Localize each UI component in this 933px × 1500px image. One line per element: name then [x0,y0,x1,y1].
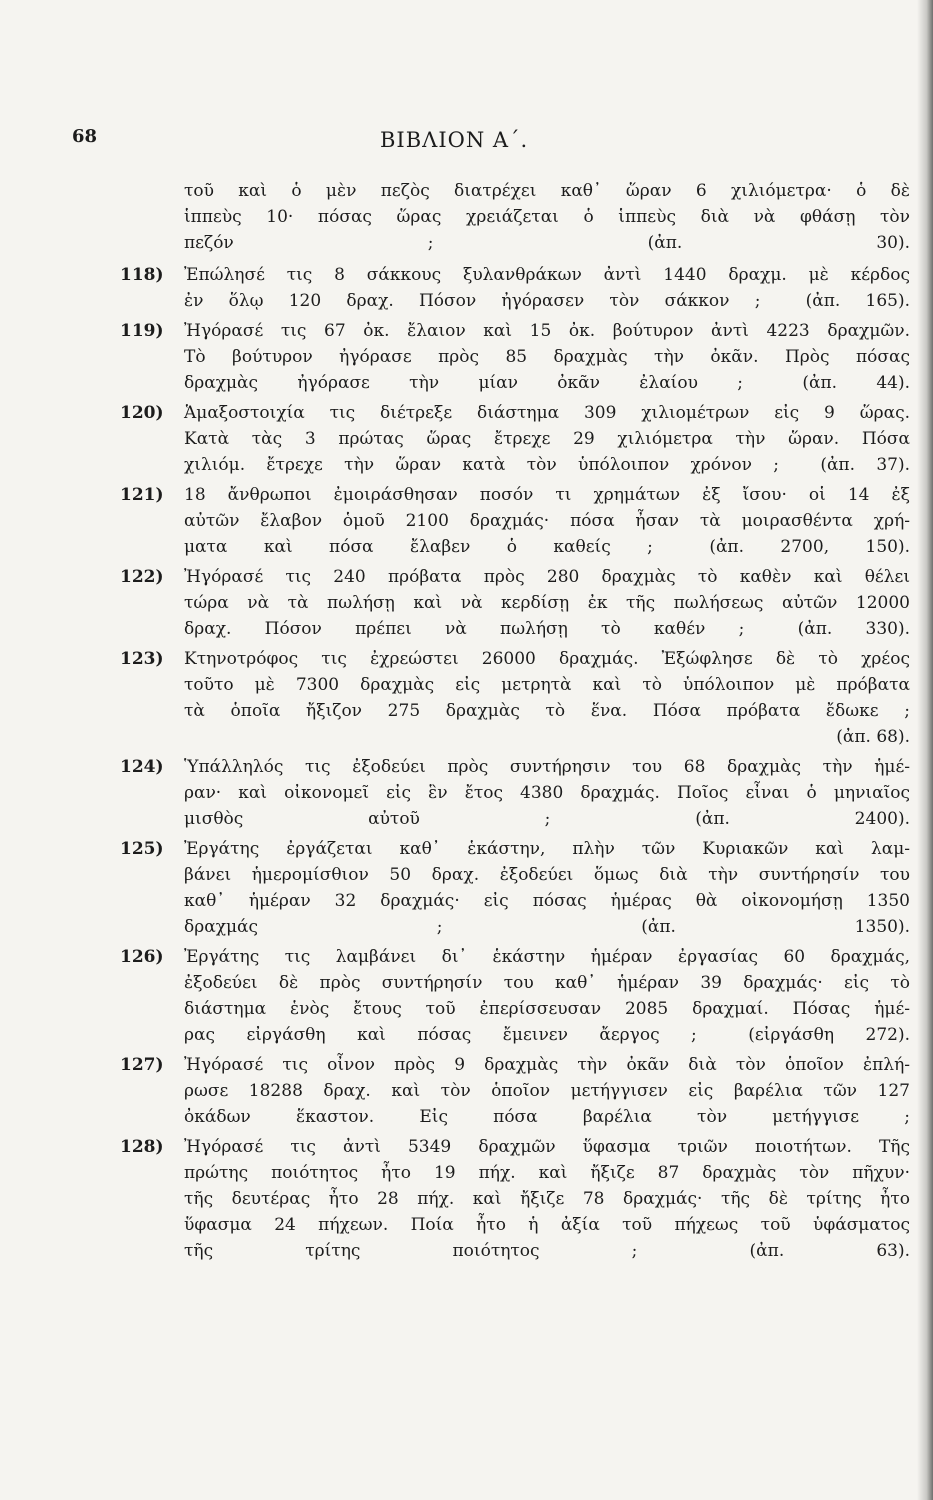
problem-number: 119) [120,321,164,341]
text-line: Ἐργάτης ἐργάζεται καθ᾿ ἑκάστην, πλὴν τῶν Κυριακῶν καὶ λαμ- [184,839,910,859]
answer-line [184,724,910,750]
answer: (ἀπ. 30). [647,233,910,253]
answer: (εἰργάσθη 272). [748,1025,911,1045]
problem-number: 122) [120,567,164,587]
problem-number: 125) [120,839,164,859]
text-line: ραν· καὶ οἰκονομεῖ εἰς ἓν ἔτος 4380 δραχμάς. Ποῖος εἶναι ὁ μηνιαῖος [184,783,910,803]
answer: (ἀπ. 2400). [695,809,910,829]
problem-number: 118) [120,265,164,285]
text-line-last [184,1238,910,1264]
text-line: Ἠγόρασέ τις 67 ὀκ. ἔλαιον καὶ 15 ὀκ. βούτυρον ἀντὶ 4223 δραχμῶν. [184,321,910,341]
text-line: ρωσε 18288 δραχ. καὶ τὸν ὁποῖον μετήγγισεν εἰς βαρέλια τῶν 127 [184,1081,910,1101]
text-line: 18 ἄνθρωποι ἐμοιράσθησαν ποσόν τι χρημάτων ἐξ ἴσου· οἱ 14 ἐξ [184,485,910,505]
problem-number: 128) [120,1137,164,1157]
text-line: Κατὰ τὰς 3 πρώτας ὥρας ἔτρεχε 29 χιλιόμετρα τὴν ὥραν. Πόσα [184,429,910,449]
text-line-text: ματα καὶ πόσα ἔλαβεν ὁ καθείς ; [184,537,653,557]
answer: (ἀπ. 165). [805,291,911,311]
text-line-text: δραχμάς ; [184,917,443,937]
problems-text [120,178,910,1268]
text-line: αὐτῶν ἔλαβον ὁμοῦ 2100 δραχμάς· πόσα ἦσαν τὰ μοιρασθέντα χρή- [184,511,910,531]
text-line: διάστημα ἑνὸς ἔτους τοῦ ἐπερίσσευσαν 2085 δραχμαί. Πόσας ἡμέ- [184,999,910,1019]
text-line: τοῦτο μὲ 7300 δραχμὰς εἰς μετρητὰ καὶ τὸ ὑπόλοιπον μὲ πρόβατα [184,675,910,695]
problem-item [120,1052,910,1130]
problem-number: 124) [120,757,164,777]
text-line: βάνει ἡμερομίσθιον 50 δραχ. ἐξοδεύει ὅμως διὰ τὴν συντήρησίν του [184,865,910,885]
text-line-text: μισθὸς αὐτοῦ ; [184,809,551,829]
continued-problem [120,178,910,256]
text-line-last [184,288,910,314]
answer: (ἀπ. 2700, 150). [709,537,911,557]
text-line: τῆς δευτέρας ἦτο 28 πήχ. καὶ ἤξιζε 78 δραχμάς· τῆς δὲ τρίτης ἦτο [184,1189,910,1209]
binding-shadow [917,0,933,1500]
text-line: Κτηνοτρόφος τις ἐχρεώστει 26000 δραχμάς. Ἐξώφλησε δὲ τὸ χρέος [184,649,910,669]
problem-item [120,564,910,642]
text-line-text: χιλιόμ. ἔτρεχε τὴν ὥραν κατὰ τὸν ὑπόλοιπον χρόνον ; [184,455,779,475]
text-line-last [184,616,910,642]
text-line: Ἠγόρασέ τις ἀντὶ 5349 δραχμῶν ὕφασμα τριῶν ποιοτήτων. Τῆς [184,1137,910,1157]
text-line-last [184,1022,910,1048]
answer: (ἀπ. 68). [836,727,910,747]
problem-item [120,944,910,1048]
text-line: τώρα νὰ τὰ πωλήσῃ καὶ νὰ κερδίσῃ ἐκ τῆς πωλήσεως αὐτῶν 12000 [184,593,910,613]
problem-item [120,754,910,832]
text-line-last [184,370,910,396]
text-line: ἐξοδεύει δὲ πρὸς συντήρησίν του καθ᾿ ἡμέραν 39 δραχμάς· εἰς τὸ [184,973,910,993]
answer: (ἀπ. 37). [820,455,910,475]
text-line-last [184,914,910,940]
text-line: Ἠγόρασέ τις οἶνον πρὸς 9 δραχμὰς τὴν ὀκᾶν διὰ τὸν ὁποῖον ἐπλή- [184,1055,910,1075]
text-line-text: πεζόν ; [184,233,434,253]
text-line: τοῦ καὶ ὁ μὲν πεζὸς διατρέχει καθ᾿ ὥραν 6 χιλιόμετρα· ὁ δὲ [184,181,910,201]
text-line: πρώτης ποιότητος ἦτο 19 πήχ. καὶ ἤξιζε 87 δραχμὰς τὸν πῆχυν· [184,1163,910,1183]
problem-item [120,318,910,396]
answer: (ἀπ. 44). [802,373,911,393]
problem-number: 126) [120,947,164,967]
text-line-last [184,806,910,832]
text-line: Ἠγόρασέ τις 240 πρόβατα πρὸς 280 δραχμὰς τὸ καθὲν καὶ θέλει [184,567,910,587]
answer: (ἀπ. 1350). [641,917,910,937]
text-line: Ἐργάτης τις λαμβάνει δι᾿ ἑκάστην ἡμέραν ἐργασίας 60 δραχμάς, [184,947,910,967]
text-line: ὕφασμα 24 πήχεων. Ποία ἦτο ἡ ἀξία τοῦ πήχεως τοῦ ὑφάσματος [184,1215,910,1235]
problem-list [120,262,910,1264]
text-line-text: ρας εἰργάσθη καὶ πόσας ἔμεινεν ἄεργος ; [184,1025,697,1045]
text-line-last [184,1104,910,1130]
problem-number: 123) [120,649,164,669]
text-line-last [184,230,910,256]
page-number: 68 [72,126,98,147]
running-header: ΒΙΒΛΙΟΝ Α΄. [380,128,529,152]
problem-item [120,836,910,940]
text-line: καθ᾿ ἡμέραν 32 δραχμάς· εἰς πόσας ἡμέρας θὰ οἰκονομήσῃ 1350 [184,891,910,911]
problem-item [120,482,910,560]
answer: (ἀπ. 63). [749,1241,910,1261]
problem-item [120,1134,910,1264]
text-line-text: ἐν ὅλῳ 120 δραχ. Πόσον ἠγόρασεν τὸν σάκκον ; [184,291,761,311]
answer: (ἀπ. 330). [797,619,911,639]
problem-number: 121) [120,485,164,505]
text-line-last [184,452,910,478]
problem-item [120,400,910,478]
problem-number: 127) [120,1055,164,1075]
problem-item [120,646,910,750]
text-line-text: ὀκάδων ἕκαστον. Εἰς πόσα βαρέλια τὸν μετήγγισε ; [184,1107,910,1127]
text-line-text: δραχμὰς ἠγόρασε τὴν μίαν ὀκᾶν ἐλαίου ; [184,373,743,393]
text-line: τὰ ὁποῖα ἤξιζον 275 δραχμὰς τὸ ἕνα. Πόσα πρόβατα ἔδωκε ; [184,701,910,721]
problem-item [120,262,910,314]
text-line-text: τῆς τρίτης ποιότητος ; [184,1241,638,1261]
text-line: Ἐπώλησέ τις 8 σάκκους ξυλανθράκων ἀντὶ 1440 δραχμ. μὲ κέρδος [184,265,910,285]
text-line-text: δραχ. Πόσον πρέπει νὰ πωλήσῃ τὸ καθέν ; [184,619,745,639]
text-line: Ὑπάλληλός τις ἐξοδεύει πρὸς συντήρησιν του 68 δραχμὰς τὴν ἡμέ- [184,757,910,777]
text-line: Ἁμαξοστοιχία τις διέτρεξε διάστημα 309 χιλιομέτρων εἰς 9 ὥρας. [184,403,910,423]
text-line-last [184,534,910,560]
problem-number: 120) [120,403,164,423]
text-line: ἱππεὺς 10· πόσας ὥρας χρειάζεται ὁ ἱππεὺς διὰ νὰ φθάσῃ τὸν [184,207,910,227]
text-line: Τὸ βούτυρον ἠγόρασε πρὸς 85 δραχμὰς τὴν ὀκᾶν. Πρὸς πόσας [184,347,910,367]
